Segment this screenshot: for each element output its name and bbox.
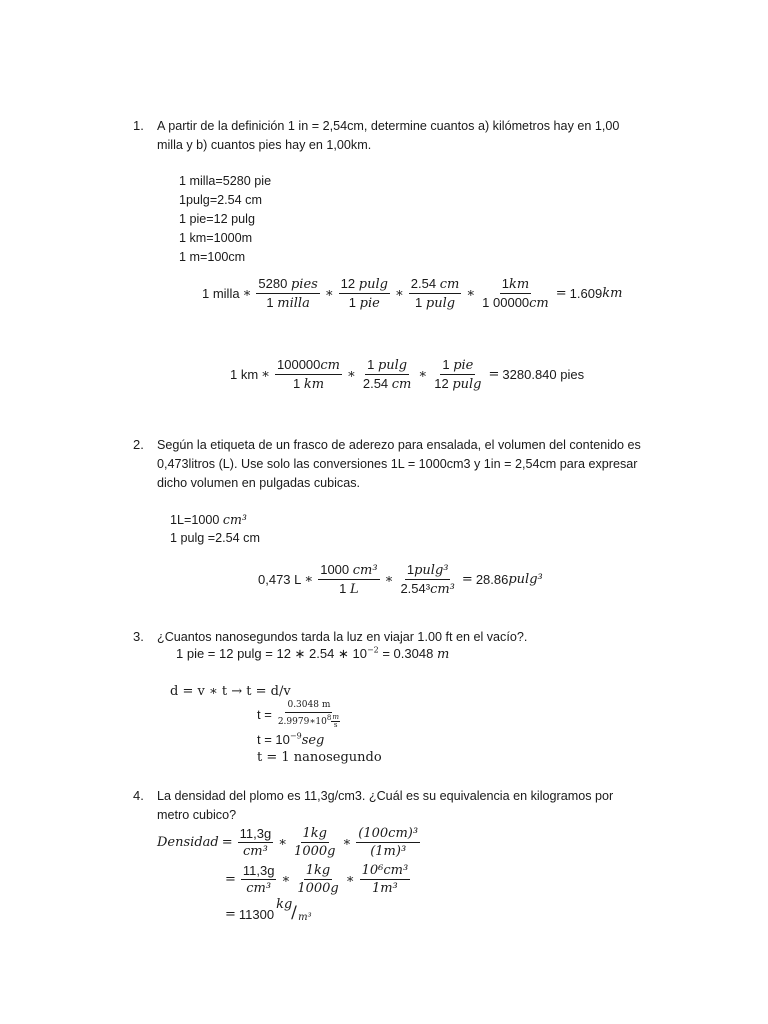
fraction: $\frac{\text{10⁶cm³}}{\text{1m³}}$: [361, 863, 409, 896]
question-1-number: 1.: [133, 118, 144, 133]
given-line: 1 pulg =2.54 cm: [170, 531, 260, 545]
q4-equation-row-1: Densidad = $\frac{11,3g}{\text{cm³}}$ ∗ $\frac{1kg}{1000g}$ ∗ $\frac{\text{(100cm)³}}{\text{(1m)³}}$: [157, 826, 419, 859]
q3-equation-4: $t = 10^{-9}seg$: [257, 731, 325, 748]
unit-slash-fraction: kg / m³: [276, 897, 312, 923]
q4-equation-row-2: = $\frac{11,3g}{\text{cm³}}$ ∗ $\frac{1kg}{1000g}$ ∗ $\frac{\text{10⁶cm³}}{\text{1m³}}$: [225, 863, 409, 896]
fraction: $\frac{1 pulg}{2.54 cm}$: [362, 357, 412, 392]
given-line: 1 pie=12 pulg: [179, 212, 255, 226]
fraction: $\frac{\text{1pulg³}}{\text{2.54³cm³}}$: [400, 562, 455, 597]
question-3-number: 3.: [133, 629, 144, 644]
fraction: $\frac{1kg}{1000g}$: [297, 863, 339, 896]
fraction: $\frac{1kg}{1000g}$: [294, 826, 336, 859]
question-4-number: 4.: [133, 788, 144, 803]
fraction: 0.3048 m $2.9979∗10^8$ $\frac{m}{s}$: [277, 700, 339, 729]
q3-equation-3: t = 0.3048 m $2.9979∗10^8$ $\frac{m}{s}$: [257, 700, 344, 729]
fraction: $\frac{\text{1 pie}}{12 pulg}$: [434, 357, 482, 392]
given-line: 1L=1000 cm³: [170, 512, 247, 527]
q1-equation-1: 1 milla ∗ $\frac{\text{5280 pies}}{\text{1 milla}}$ ∗ $\frac{12 pulg}{\text{1 pie}}$ ∗ $\frac{2.54 cm}{1 pulg}$ ∗ $\frac{1km}{1 00000cm}$ = 1.609 km: [202, 276, 623, 311]
given-line: 1 milla=5280 pie: [179, 174, 272, 188]
q2-equation: 0,473 L ∗ $\frac{\text{1000 cm³}}{1 L}$ ∗ $\frac{\text{1pulg³}}{\text{2.54³cm³}}$ = 28.86 pulg³: [258, 562, 543, 597]
question-4-text: La densidad del plomo es 11,3g/cm3. ¿Cuál es su equivalencia en kilogramos por metro cubico?: [157, 789, 614, 822]
question-2-number: 2.: [133, 437, 144, 452]
question-2-givens: [170, 510, 260, 548]
q3-equation-5: t = 1 nanosegundo: [257, 750, 382, 765]
fraction: $\frac{100000cm}{1 km}$: [277, 357, 341, 392]
fraction: $\frac{\text{(100cm)³}}{\text{(1m)³}}$: [358, 826, 419, 859]
question-1-text: A partir de la definición 1 in = 2,54cm, determine cuantos a) kilómetros hay en 1,00 milla y b) cuantos pies hay en 1,00km.: [157, 119, 620, 152]
given-line: 1 m=100cm: [179, 250, 246, 264]
question-2-text: Según la etiqueta de un frasco de aderezo para ensalada, el volumen del contenido es 0,473litros (L). Use solo las conversiones 1L = 1000cm3 y 1in = 2,54cm para expresar dicho volumen en pulgadas cubicas.: [157, 438, 641, 490]
question-1-givens: [179, 172, 271, 267]
fraction: $\frac{1km}{1 00000cm}$: [482, 276, 549, 311]
q3-equation-1: 1 pie = 12 pulg = 12 ∗ 2.54 ∗ $10^{-2} = 0.3048$ m: [176, 645, 450, 662]
q4-equation-row-3: = 11300 kg / m³: [222, 901, 314, 927]
q1-equation-2: 1 km ∗ $\frac{100000cm}{1 km}$ ∗ $\frac{1 pulg}{2.54 cm}$ ∗ $\frac{\text{1 pie}}{12 pulg}$ = 3280.840 pies: [230, 357, 585, 392]
given-line: 1 km=1000m: [179, 231, 253, 245]
fraction: $\frac{12 pulg}{\text{1 pie}}$: [340, 276, 388, 311]
question-3-text: ¿Cuantos nanosegundos tarda la luz en viajar 1.00 ft en el vacío?.: [157, 630, 528, 644]
q3-equation-2: d = v ∗ t → t = d/v: [170, 684, 291, 699]
fraction: $\frac{\text{1000 cm³}}{1 L}$: [320, 562, 378, 597]
fraction: $\frac{\text{5280 pies}}{\text{1 milla}}$: [258, 276, 318, 311]
fraction: $\frac{2.54 cm}{1 pulg}$: [410, 276, 460, 311]
fraction: $\frac{11,3g}{\text{cm³}}$: [242, 863, 275, 896]
fraction: $\frac{11,3g}{\text{cm³}}$: [239, 826, 272, 859]
given-line: 1pulg=2.54 cm: [179, 193, 262, 207]
